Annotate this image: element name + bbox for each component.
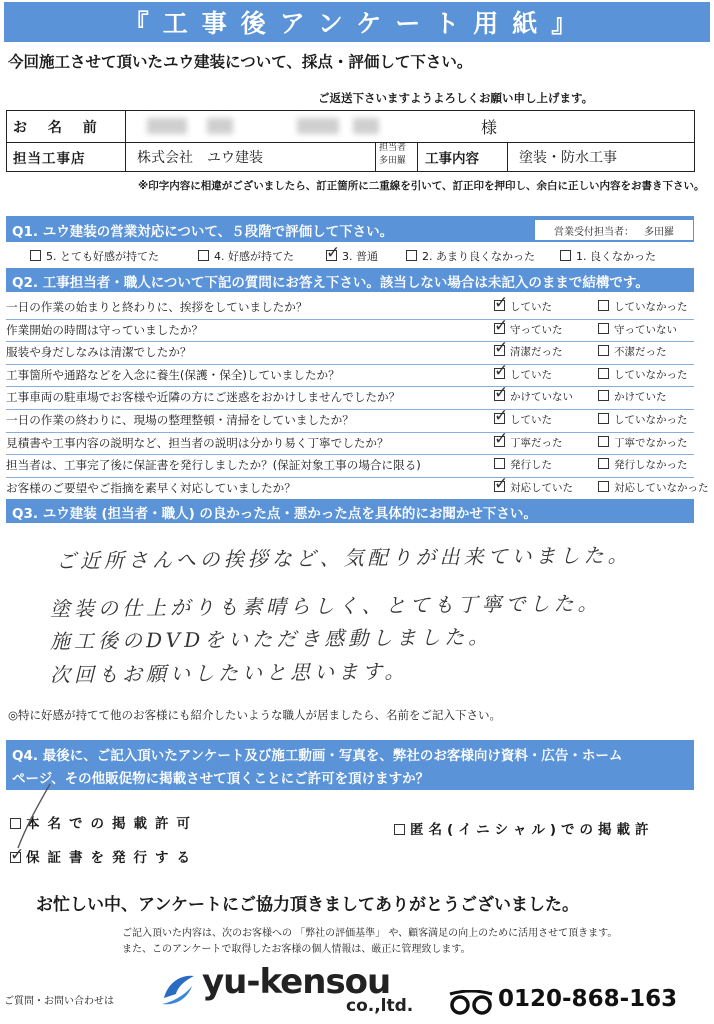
q2-answer-no[interactable]: [598, 435, 688, 450]
q2-question: 工事箇所や通路などを入念に養生(保護・保全)していましたか？: [6, 367, 340, 382]
q4-option-warranty[interactable]: ✓ 保証書を発行する: [10, 845, 198, 866]
q1-heading: Q1. ユウ建装の営業対応について、５段階で評価して下さい。: [12, 224, 394, 240]
q1-rep-label: 営業受付担当者：: [554, 226, 634, 238]
q2-question-row: [6, 473, 709, 501]
q2-answer-no-label: かけていた: [614, 391, 667, 404]
q1-option[interactable]: ✓ 3. 普通: [326, 243, 378, 263]
q1-sales-rep: [534, 219, 694, 241]
divider: [125, 142, 126, 171]
q2-answer-no-label: 対応していなかった: [614, 481, 709, 494]
phone-number[interactable]: 0120-868-163: [498, 986, 678, 1012]
contact-label: ご質問・お問い合わせは: [4, 996, 114, 1007]
work-value: 塗装・防水工事: [519, 149, 617, 166]
q2-answer-yes[interactable]: [494, 473, 573, 495]
q3-heading: Q3. ユウ建装 (担当者・職人) の良かった点・悪かった点を具体的にお聞かせ下さい。: [12, 506, 537, 522]
checkbox-checked[interactable]: [326, 243, 341, 263]
usage-note: ご記入頂いた内容は、次のお客様への 「弊社の評価基準」 や、顧客満足の向上のために活用させて頂きます。: [122, 928, 618, 939]
q2-question-row: [6, 383, 694, 410]
divider: [125, 111, 126, 142]
office-row: [7, 142, 694, 171]
check-icon: ✓: [494, 473, 509, 494]
q4-option-initials[interactable]: 匿名(イニシャル)での掲載許: [394, 818, 654, 838]
redacted-name: [353, 118, 379, 134]
checkbox[interactable]: [598, 436, 609, 447]
q2-answer-yes-label: 清潔だった: [510, 346, 563, 359]
name-label: お 名 前: [13, 119, 105, 136]
q2-answer-yes-label: 対応していた: [510, 481, 573, 494]
office-value: 株式会社 ユウ建装: [137, 149, 263, 166]
q2-answer-yes-label: していた: [510, 368, 552, 381]
form-title: 『工事後アンケート用紙』: [4, 2, 710, 42]
q2-question-row: [6, 360, 694, 388]
divider: [507, 142, 508, 171]
q2-answer-yes-label: 丁寧だった: [510, 436, 563, 449]
q2-answer-yes-label: していた: [510, 414, 552, 426]
q2-answer-no[interactable]: [598, 367, 688, 382]
q2-answer-yes[interactable]: [494, 360, 552, 382]
q2-answer-no-label: 丁寧でなかった: [614, 436, 688, 449]
q2-answer-no[interactable]: [598, 412, 688, 427]
check-icon: ✓: [494, 406, 509, 426]
q2-answer-no-label: していなかった: [614, 301, 688, 313]
q2-answer-no[interactable]: [598, 389, 667, 404]
check-icon: ✓: [494, 428, 509, 449]
q2-answer-no-label: 不潔だった: [614, 346, 667, 359]
q2-question: 一日の作業の始まりと終わりに、挨拶をしていましたか？: [6, 300, 308, 314]
checkbox[interactable]: [394, 824, 405, 835]
q2-answer-yes-label: 守っていた: [510, 323, 563, 336]
divider: [417, 142, 418, 171]
q2-answer-yes[interactable]: [494, 315, 563, 337]
q2-answer-yes-label: かけていない: [510, 391, 573, 404]
q3-staff-note: ◎特に好感が持てて他のお客様にも紹介したいような職人が居ましたら、名前をご記入下さい。: [8, 708, 502, 722]
privacy-note: また、このアンケートで取得したお客様の個人情報は、厳正に管理致します。: [122, 944, 471, 955]
q2-answer-no-label: 守っていない: [614, 323, 677, 336]
q2-answer-yes-label: していた: [510, 301, 552, 313]
checkbox-checked[interactable]: [494, 383, 509, 404]
q2-heading: Q2. 工事担当者・職人について下記の質問にお答え下さい。該当しない場合は未記入のままで結構です。: [12, 275, 649, 291]
checkbox[interactable]: [598, 413, 609, 424]
q2-answer-yes[interactable]: [494, 406, 552, 427]
rep-name: 多田羅: [379, 156, 407, 166]
checkbox[interactable]: [494, 458, 505, 469]
checkbox[interactable]: [598, 390, 609, 401]
checkbox-checked[interactable]: [494, 406, 509, 426]
checkbox-checked[interactable]: [494, 338, 509, 359]
name-suffix[interactable]: 様: [481, 118, 498, 137]
checkbox[interactable]: [598, 300, 609, 311]
q2-answer-yes[interactable]: [494, 383, 573, 404]
q2-answer-yes[interactable]: [494, 428, 563, 450]
q2-question: 工事車両の駐車場でお客様や近隣の方にご迷惑をおかけしませんでしたか？: [6, 390, 401, 405]
handwritten-comment-line: 施工後のDVDをいただき感動しました。: [49, 624, 493, 654]
check-icon: ✓: [494, 360, 509, 381]
q2-heading-band: [6, 268, 694, 292]
customer-info-table: [6, 110, 695, 172]
redacted-name: [147, 118, 187, 134]
q2-answer-no[interactable]: [598, 322, 677, 337]
q2-answer-yes-label: 発行した: [510, 459, 552, 472]
checkbox[interactable]: [598, 323, 609, 334]
office-label: 担当工事店: [13, 150, 86, 167]
q4-heading-line2: ページ、その他販促物に掲載させて頂くことにご許可を頂けますか？: [12, 771, 430, 787]
q2-answer-no[interactable]: [598, 457, 688, 472]
q2-question: 担当者は、工事完了後に保証書を発行しましたか？(保証対象工事の場合に限る): [6, 458, 421, 473]
q3-heading-band: [6, 499, 694, 523]
checkbox-checked[interactable]: [494, 315, 509, 336]
checkbox-checked[interactable]: [494, 293, 509, 313]
pen-stroke: [14, 782, 54, 852]
checkbox[interactable]: [598, 458, 609, 469]
q1-rep-name: 多田羅: [644, 226, 674, 238]
checkbox-checked[interactable]: [494, 428, 509, 449]
return-note: ご返送下さいますようよろしくお願い申し上げます。: [318, 91, 594, 105]
q4-option-real-name[interactable]: 本名での掲載許可: [10, 812, 198, 832]
checkbox[interactable]: [560, 250, 571, 261]
redacted-name: [207, 118, 233, 134]
handwritten-comment-line: ご近所さんへの挨拶など、気配りが出来ていました。: [55, 542, 632, 574]
q2-question: 一日の作業の終わりに、現場の整理整頓・清掃をしていましたか？: [6, 413, 354, 427]
q2-question: 作業開始の時間は守っていましたか？: [6, 322, 204, 337]
work-label: 工事内容: [425, 150, 479, 167]
q2-answer-no[interactable]: [598, 480, 709, 495]
correction-note: ※印字内容に相違がございましたら、訂正箇所に二重線を引いて、訂正印を押印し、余白に正しい内容をお書き下さい。: [138, 180, 705, 192]
company-logo-text: yu-kensou: [202, 962, 391, 1002]
check-icon: ✓: [10, 845, 33, 865]
checkbox[interactable]: [198, 250, 209, 261]
q2-answer-yes[interactable]: [494, 293, 552, 314]
check-icon: ✓: [494, 293, 509, 313]
rep-label: 担当者: [379, 143, 407, 153]
q4-heading-line1: Q4. 最後に、ご記入頂いたアンケート及び施工動画・写真を、弊社のお客様向け資料・広告・ホーム: [12, 748, 623, 764]
checkbox[interactable]: [598, 481, 609, 492]
thanks-message: お忙しい中、アンケートにご協力頂きましてありがとうございました。: [36, 895, 579, 915]
q2-answer-no-label: していなかった: [614, 368, 688, 381]
q1-option[interactable]: 1. 良くなかった: [560, 248, 656, 264]
checkbox[interactable]: [30, 250, 41, 261]
handwritten-comment-line: 塗装の仕上がりも素晴らしく、とても丁寧でした。: [49, 591, 602, 621]
check-icon: ✓: [494, 338, 509, 359]
q2-question-row: [6, 454, 694, 478]
q2-question-row: [6, 428, 694, 456]
q2-question: 服装や身だしなみは清潔でしたか？: [6, 345, 192, 360]
q1-option[interactable]: 4. 好感が持てた: [198, 248, 294, 264]
q2-answer-yes[interactable]: [494, 338, 563, 359]
q1-option[interactable]: 5. とても好感が持てた: [30, 248, 159, 264]
name-row: [7, 111, 694, 143]
checkbox-checked[interactable]: [494, 360, 509, 381]
lead-text: 今回施工させて頂いたユウ建装について、採点・評価して下さい。: [8, 53, 473, 71]
q2-question-row: [6, 406, 694, 433]
q2-question: お客様のご要望やご指摘を素早く対応していましたか？: [6, 480, 296, 495]
q4-heading-band: [6, 740, 694, 790]
handwritten-comment-line: 次回もお願いしたいと思います。: [49, 659, 409, 687]
q2-answer-no[interactable]: [598, 299, 688, 314]
q2-question: 見積書や工事内容の説明など、担当者の説明は分かり易く丁寧でしたか？: [6, 435, 389, 450]
check-icon: ✓: [494, 383, 509, 404]
company-logo-icon: [158, 968, 198, 1008]
freedial-icon: [446, 990, 496, 1016]
checkbox[interactable]: [598, 368, 609, 379]
q2-answer-no-label: 発行しなかった: [614, 459, 688, 472]
redacted-name: [297, 118, 339, 134]
checkbox-checked[interactable]: [494, 473, 509, 494]
q2-question-row: [6, 338, 694, 365]
check-icon: ✓: [326, 243, 341, 263]
checkbox-checked[interactable]: [10, 845, 33, 865]
q1-option[interactable]: 2. あまり良くなかった: [406, 248, 535, 264]
q2-answer-yes[interactable]: [494, 457, 552, 472]
check-icon: ✓: [494, 315, 509, 336]
checkbox[interactable]: [406, 250, 417, 261]
rep-cell: [379, 142, 406, 168]
q2-question-row: [6, 315, 694, 343]
q2-question-row: [6, 293, 694, 320]
company-logo-sub: co.,ltd.: [346, 996, 414, 1016]
q2-answer-no-label: していなかった: [614, 414, 688, 426]
checkbox[interactable]: [598, 345, 609, 356]
q2-answer-no[interactable]: [598, 344, 667, 359]
divider: [375, 142, 376, 171]
